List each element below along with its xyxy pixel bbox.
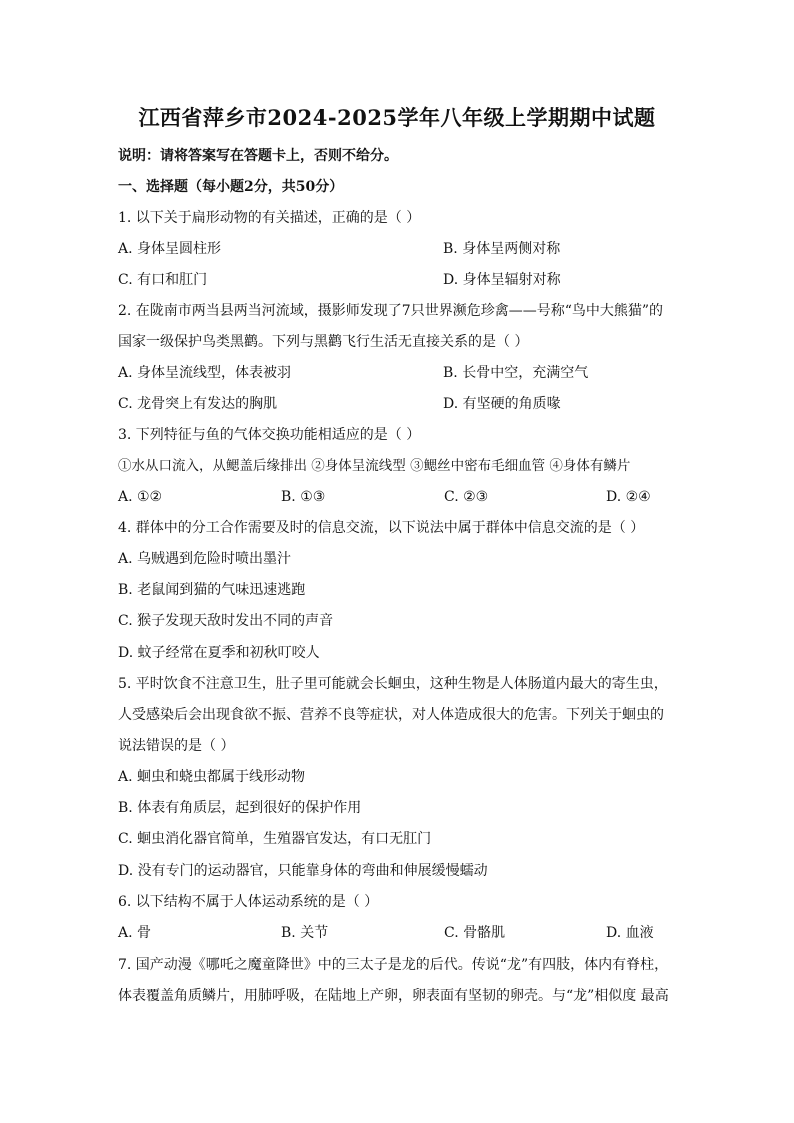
instruction-text: 说明：请将答案写在答题卡上，否则不给分。	[118, 148, 398, 164]
question-3-stem: 3. 下列特征与鱼的气体交换功能相适应的是（ ）	[118, 427, 421, 443]
question-5-stem-line3: 说法错误的是（ ）	[118, 738, 235, 754]
q5-option-b: B. 体表有角质层，起到很好的保护作用	[118, 800, 362, 816]
q1-option-c: C. 有口和肛门	[118, 272, 208, 288]
question-7-stem-line1: 7. 国产动漫《哪吒之魔童降世》中的三太子是龙的后代。传说“龙”有四肢，体内有脊柱，	[118, 957, 669, 973]
q4-option-a: A. 乌贼遇到危险时喷出墨汁	[118, 551, 292, 567]
question-2-stem-line1: 2. 在陇南市两当县两当河流域，摄影师发现了7只世界濒危珍禽——号称“鸟中大熊猫”的	[118, 303, 664, 319]
question-6-stem: 6. 以下结构不属于人体运动系统的是（ ）	[118, 894, 379, 910]
question-5-stem-line1: 5. 平时饮食不注意卫生，肚子里可能就会长蛔虫，这种生物是人体肠道内最大的寄生虫，	[118, 676, 668, 692]
question-4-stem: 4. 群体中的分工合作需要及时的信息交流，以下说法中属于群体中信息交流的是（ ）	[118, 520, 645, 536]
q4-option-b: B. 老鼠闻到猫的气味迅速逃跑	[118, 582, 306, 598]
q5-option-d: D. 没有专门的运动器官，只能靠身体的弯曲和伸展缓慢蠕动	[118, 863, 488, 879]
exam-title: 江西省萍乡市2024-2025学年八年级上学期期中试题	[138, 105, 656, 130]
question-5-stem-line2: 人受感染后会出现食欲不振、营养不良等症状，对人体造成很大的危害。下列关于蛔虫的	[118, 707, 664, 723]
q3-option-d: D. ②④	[606, 489, 651, 505]
section-heading: 一、选择题（每小题2分，共50分）	[118, 179, 344, 195]
q6-option-c: C. 骨骼肌	[444, 925, 506, 941]
q4-option-c: C. 猴子发现天敌时发出不同的声音	[118, 613, 334, 629]
q2-option-d: D. 有坚硬的角质喙	[443, 396, 561, 412]
q5-option-c: C. 蛔虫消化器官简单，生殖器官发达，有口无肛门	[118, 831, 432, 847]
q2-option-c: C. 龙骨突上有发达的胸肌	[118, 396, 278, 412]
question-3-items: ①水从口流入，从鳃盖后缘排出 ②身体呈流线型 ③鳃丝中密布毛细血管 ④身体有鳞片	[118, 458, 631, 474]
question-2-stem-line2: 国家一级保护鸟类黑鹳。下列与黑鹳飞行生活无直接关系的是（ ）	[118, 334, 529, 350]
question-7-stem-line2: 体表覆盖角质鳞片，用肺呼吸，在陆地上产卵，卵表面有坚韧的卵壳。与“龙”相似度 最高	[118, 988, 669, 1004]
q3-option-b: B. ①③	[281, 489, 326, 505]
q6-option-a: A. 骨	[118, 925, 152, 941]
q1-option-a: A. 身体呈圆柱形	[118, 241, 222, 257]
q3-option-a: A. ①②	[118, 489, 163, 505]
q2-option-a: A. 身体呈流线型，体表被羽	[118, 365, 292, 381]
q1-option-d: D. 身体呈辐射对称	[443, 272, 561, 288]
q6-option-b: B. 关节	[281, 925, 329, 941]
question-1-stem: 1. 以下关于扁形动物的有关描述，正确的是（ ）	[118, 210, 421, 226]
q2-option-b: B. 长骨中空，充满空气	[443, 365, 589, 381]
q5-option-a: A. 蛔虫和蛲虫都属于线形动物	[118, 769, 306, 785]
q1-option-b: B. 身体呈两侧对称	[443, 241, 561, 257]
q3-option-c: C. ②③	[444, 489, 489, 505]
q4-option-d: D. 蚊子经常在夏季和初秋叮咬人	[118, 645, 320, 661]
q6-option-d: D. 血液	[606, 925, 654, 941]
